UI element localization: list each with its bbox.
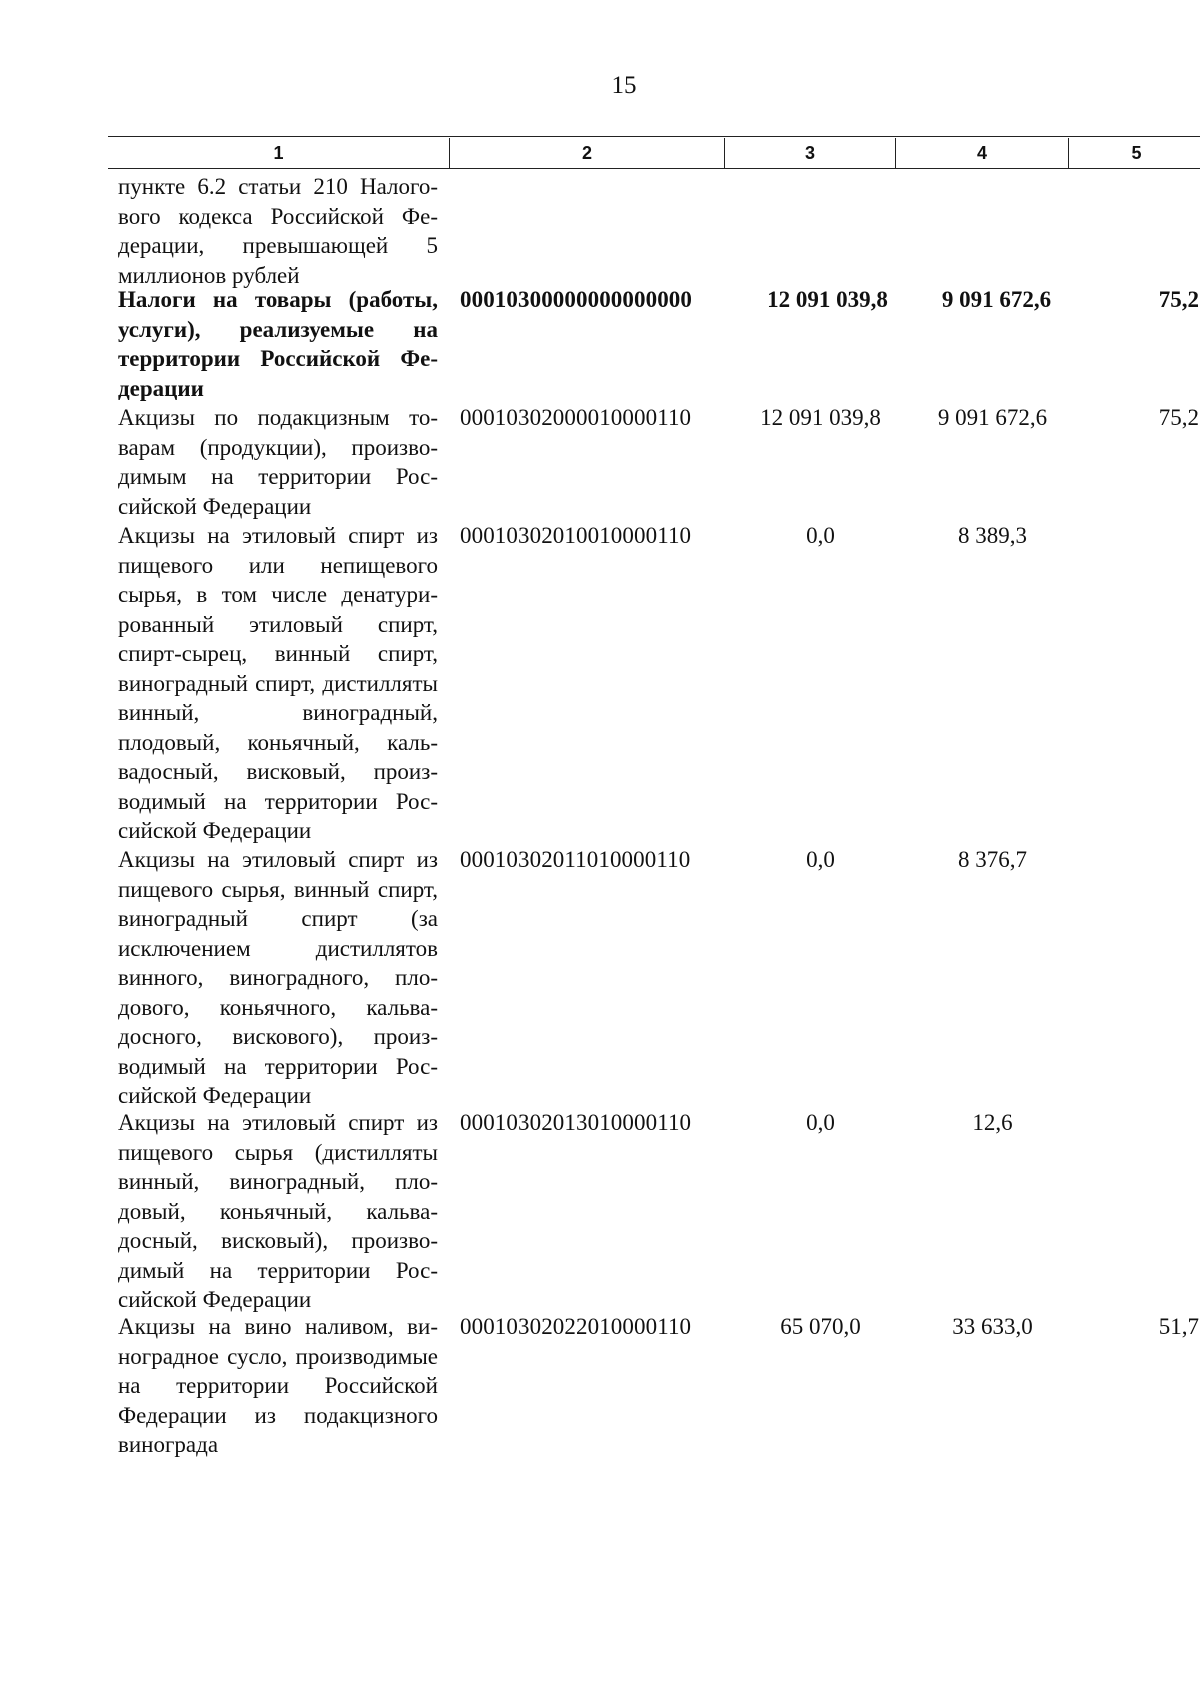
row-value-col4: 12,6 xyxy=(972,1110,1013,1135)
column-header-1: 1 xyxy=(273,143,284,163)
row-value-col5: 75,2 xyxy=(1158,405,1199,430)
row-value-col4: 9 091 672,6 xyxy=(937,405,1048,430)
row-name: пункте 6.2 статьи 210 Налогового кодекса Российской Федерации, превышающей 5 миллионов рублей xyxy=(118,174,438,288)
column-header-2: 2 xyxy=(449,138,724,168)
row-value-col4: 33 633,0 xyxy=(952,1314,1033,1339)
row-code: 00010302011010000110 xyxy=(460,847,691,872)
row-name: Акцизы на вино наливом, виноградное сусло, производимые на территории Российской Федерации из подакцизного винограда xyxy=(118,1314,438,1457)
row-name: Акцизы на этиловый спирт из пищевого сырья, винный спирт, виноградный спирт (за исключением дистиллятов винного, виноградного, плодового, коньячного, кальвадосного, вискового), производимый на территории Российской Федерации xyxy=(118,847,438,1108)
row-code: 00010300000000000000 xyxy=(460,287,692,312)
row-code: 00010302000010000110 xyxy=(460,405,692,430)
row-name: Акцизы на этиловый спирт из пищевого сырья (дистилляты винный, виноградный, плодовый, коньячный, кальвадосный, висковый), производимый на территории Российской Федерации xyxy=(118,1110,438,1312)
row-value-col3: 0,0 xyxy=(806,1110,835,1135)
row-code: 00010302022010000110 xyxy=(460,1314,692,1339)
row-value-col3: 0,0 xyxy=(806,523,835,548)
row-name: Акцизы на этиловый спирт из пищевого или непищевого сырья, в том числе денатурированный этиловый спирт, спирт-сырец, винный спирт, виноградный спирт, дистилляты винный, виноградный, плодовый, коньячный, кальвадосный, висковый, производимый на территории Российской Федерации xyxy=(118,523,438,843)
row-value-col3: 12 091 039,8 xyxy=(760,405,881,430)
column-header-3: 3 xyxy=(724,138,895,168)
row-code: 00010302013010000110 xyxy=(460,1110,692,1135)
column-header-4: 4 xyxy=(895,138,1068,168)
row-value-col3: 0,0 xyxy=(806,847,835,872)
row-value-col5: 75,2 xyxy=(1158,287,1199,312)
row-value-col3: 65 070,0 xyxy=(780,1314,861,1339)
row-name: Акцизы по подакцизным товарам (продукции), производимым на территории Российской Федерации xyxy=(118,405,438,519)
table-header-row xyxy=(108,138,1200,169)
row-code: 00010302010010000110 xyxy=(460,523,692,548)
row-value-col3: 12 091 039,8 xyxy=(767,287,888,312)
column-header-5: 5 xyxy=(1068,138,1200,168)
row-value-col4: 8 376,7 xyxy=(958,847,1027,872)
page-number: 15 xyxy=(611,72,637,99)
row-value-col4: 9 091 672,6 xyxy=(941,287,1052,312)
row-name: Налоги на товары (работы, услуги), реализуемые на территории Российской Федерации xyxy=(118,287,438,401)
row-value-col4: 8 389,3 xyxy=(958,523,1027,548)
row-value-col5: 51,7 xyxy=(1158,1314,1199,1339)
table-top-border xyxy=(108,136,1200,137)
